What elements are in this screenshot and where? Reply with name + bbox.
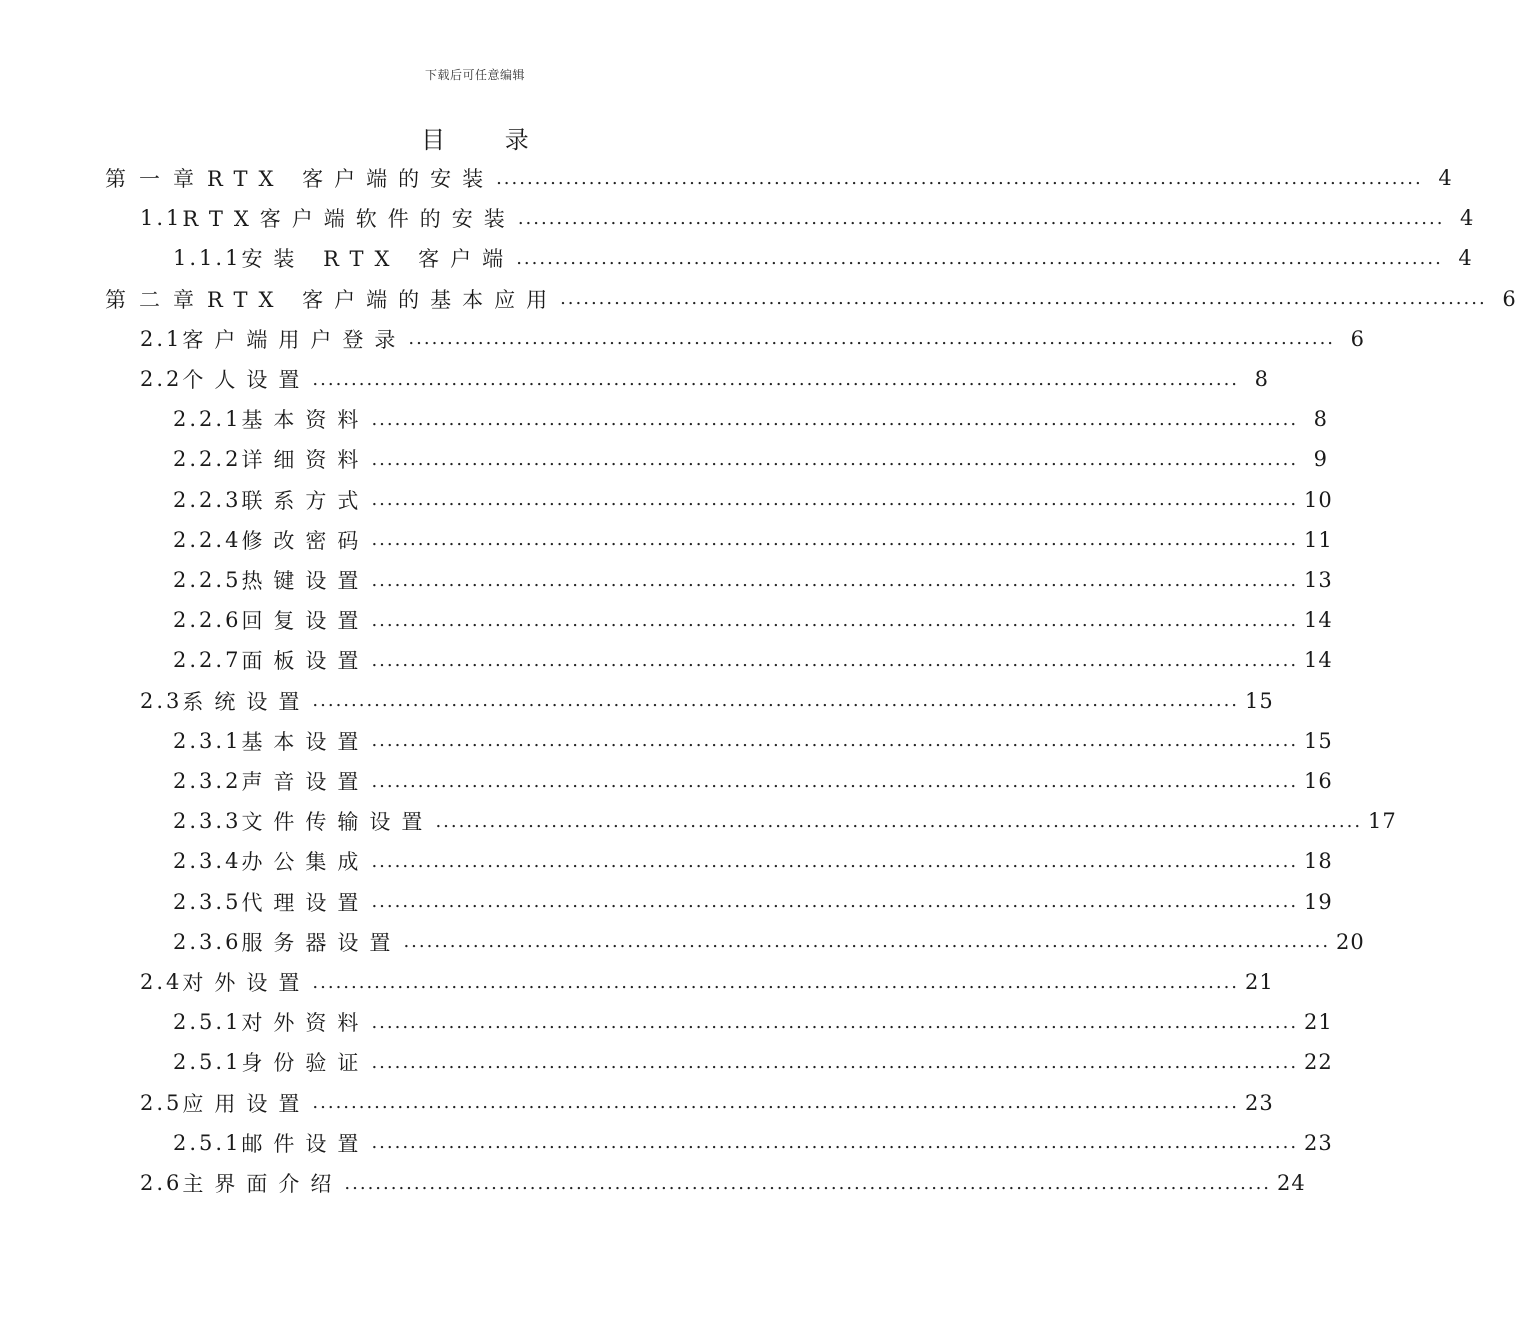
toc-entry-page-number: 18 [1304,849,1333,874]
toc-entry-number: 2.2.6 [173,608,242,633]
toc-entry[interactable] [173,841,1333,881]
toc-leader-dots: ........................................................................................................................ [371,408,1299,430]
toc-entry-page-number: 9 [1313,447,1329,472]
toc-entry-page-number: 11 [1304,527,1333,552]
toc-entry-title: 身份验证 [241,1051,370,1076]
toc-entry[interactable] [173,520,1333,560]
toc-leader-dots: ........................................................................................................................ [496,167,1423,189]
toc-entry-title: RTX客户端软件的安装 [182,207,516,232]
toc-leader-dots: ........................................................................................................................ [371,448,1299,470]
toc-entry-number: 2.6 [140,1171,183,1195]
toc-entry-title: 代理设置 [241,890,370,915]
toc-entry-title: 热键设置 [241,569,370,593]
toc-entry-number: 2.3.2 [173,769,242,793]
toc-entry-page-number: 6 [1502,286,1517,311]
toc-entry-number: 2.2.1 [173,407,242,432]
toc-leader-dots: ........................................................................................................................ [371,489,1299,511]
toc-leader-dots: ........................................................................................................................ [516,247,1443,269]
toc-entry-number: 2.2.7 [173,648,242,673]
toc-entry-number: 1.1.1 [173,246,242,271]
toc-entry-title: RTX 客户端的基本应用 [207,287,559,312]
toc-entry[interactable] [173,238,1473,278]
toc-entry-title: 安装 RTX 客户端 [241,247,515,272]
toc-entry[interactable] [173,761,1333,801]
toc-leader-dots: ........................................................................................................................ [560,288,1487,310]
toc-entry-number: 第二章 [105,287,207,312]
toc-entry-page-number: 16 [1304,769,1333,793]
toc-entry[interactable] [173,1123,1333,1163]
toc-leader-dots: ........................................................................................................................ [371,529,1299,551]
toc-entry-number: 2.3.5 [173,889,242,914]
toc-entry-title: 主界面介绍 [182,1172,343,1196]
toc-leader-dots: ........................................................................................................................ [312,368,1240,390]
toc-entry-title: 面板设置 [241,649,370,674]
toc-entry-page-number: 24 [1277,1171,1306,1195]
toc-leader-dots: ........................................................................................................................ [435,810,1363,832]
toc-entry-page-number: 20 [1336,929,1365,954]
toc-entry[interactable] [140,1083,1274,1123]
toc-entry[interactable] [140,962,1274,1002]
toc-entry[interactable] [173,922,1365,962]
toc-entry[interactable] [173,801,1397,841]
toc-leader-dots: ........................................................................................................................ [371,649,1299,671]
toc-entry[interactable] [140,1163,1306,1203]
toc-entry-number: 2.3 [140,688,183,713]
toc-entry-page-number: 23 [1245,1090,1274,1115]
toc-entry[interactable] [105,279,1517,319]
toc-entry-title: 对外资料 [241,1011,370,1036]
toc-leader-dots: ........................................................................................................................ [371,1011,1299,1033]
toc-entry[interactable] [173,560,1333,600]
toc-leader-dots: ........................................................................................................................ [371,730,1299,752]
toc-leader-dots: ........................................................................................................................ [408,328,1336,350]
toc-entry[interactable] [140,681,1274,721]
toc-entry[interactable] [140,198,1475,238]
toc-entry-number: 2.2.3 [173,487,242,512]
toc-entry-page-number: 15 [1304,728,1333,753]
page-title: 目 录 [421,126,555,154]
toc-entry-title: 联系方式 [241,488,370,513]
toc-entry-number: 2.4 [140,970,183,994]
toc-entry-page-number: 14 [1304,648,1333,673]
toc-entry-page-number: 14 [1304,608,1333,633]
toc-entry[interactable] [105,158,1453,198]
toc-entry-title: RTX 客户端的安装 [207,167,495,191]
toc-entry[interactable] [173,480,1333,520]
toc-entry-number: 2.3.3 [173,809,242,834]
toc-entry-number: 2.5.1 [173,1010,242,1035]
toc-leader-dots: ........................................................................................................................ [371,1051,1299,1073]
toc-leader-dots: ........................................................................................................................ [312,690,1240,712]
toc-entry-page-number: 17 [1368,809,1397,834]
toc-entry-page-number: 8 [1254,367,1270,391]
toc-entry-number: 2.1 [140,326,183,351]
toc-leader-dots: ........................................................................................................................ [371,569,1299,591]
toc-entry-number: 1.1 [140,206,183,231]
toc-entry-number: 2.2.2 [173,447,242,472]
toc-entry[interactable] [173,439,1329,479]
toc-entry-title: 基本设置 [241,729,370,754]
toc-entry-title: 基本资料 [241,408,370,433]
toc-entry-number: 2.3.6 [173,929,242,954]
toc-entry-title: 服务器设置 [241,930,402,955]
toc-entry[interactable] [173,721,1333,761]
toc-entry[interactable] [173,1002,1333,1042]
toc-entry[interactable] [173,600,1333,640]
toc-entry[interactable] [173,640,1333,680]
toc-leader-dots: ........................................................................................................................ [371,609,1299,631]
toc-entry-page-number: 4 [1460,206,1475,231]
toc-leader-dots: ........................................................................................................................ [371,891,1299,913]
toc-leader-dots: ........................................................................................................................ [312,971,1240,993]
toc-entry-page-number: 10 [1304,487,1333,512]
toc-entry-title: 办公集成 [241,850,370,875]
toc-entry-page-number: 4 [1438,166,1453,190]
toc-leader-dots: ........................................................................................................................ [371,770,1299,792]
toc-entry-number: 2.5.1 [173,1050,242,1075]
toc-entry[interactable] [140,359,1270,399]
toc-entry-page-number: 6 [1350,326,1366,351]
page-header: 下载后可任意编辑 [424,68,525,82]
toc-entry-page-number: 8 [1313,407,1329,432]
toc-entry-title: 客户端用户登录 [182,327,407,352]
toc-entry-page-number: 22 [1304,1050,1333,1075]
toc-entry-page-number: 15 [1245,688,1274,713]
toc-leader-dots: ........................................................................................................................ [371,850,1299,872]
toc-entry-title: 对外设置 [182,971,311,995]
toc-entry-number: 2.3.1 [173,728,242,753]
toc-leader-dots: ........................................................................................................................ [312,1092,1240,1114]
toc-entry-page-number: 23 [1304,1130,1333,1155]
toc-entry-title: 邮件设置 [241,1131,370,1156]
toc-entry[interactable] [173,399,1329,439]
toc-entry-page-number: 21 [1245,970,1274,994]
toc-entry-number: 2.2.5 [173,568,242,592]
toc-entry-page-number: 21 [1304,1010,1333,1035]
toc-entry-title: 应用设置 [182,1091,311,1116]
toc-entry-page-number: 19 [1304,889,1333,914]
toc-entry-title: 声音设置 [241,770,370,794]
toc-entry-page-number: 4 [1458,246,1473,271]
toc-entry-number: 2.3.4 [173,849,242,874]
toc-entry-title: 文件传输设置 [241,810,434,835]
toc-entry-number: 2.5.1 [173,1130,242,1155]
toc-entry-number: 第一章 [105,167,207,191]
toc-entry-number: 2.5 [140,1090,183,1115]
toc-entry[interactable] [140,319,1366,359]
toc-leader-dots: ........................................................................................................................ [371,1132,1299,1154]
toc-entry[interactable] [173,1042,1333,1082]
toc-entry[interactable] [173,882,1333,922]
toc-entry-number: 2.2 [140,367,183,391]
toc-entry-page-number: 13 [1304,568,1333,592]
toc-leader-dots: ........................................................................................................................ [403,931,1331,953]
toc-entry-title: 个人设置 [182,368,311,392]
toc-entry-title: 详细资料 [241,448,370,473]
toc-entry-title: 系统设置 [182,689,311,714]
toc-leader-dots: ........................................................................................................................ [517,207,1445,229]
toc-entry-number: 2.2.4 [173,527,242,552]
toc-entry-title: 修改密码 [241,528,370,553]
toc-entry-title: 回复设置 [241,609,370,634]
toc-leader-dots: ........................................................................................................................ [344,1172,1272,1194]
